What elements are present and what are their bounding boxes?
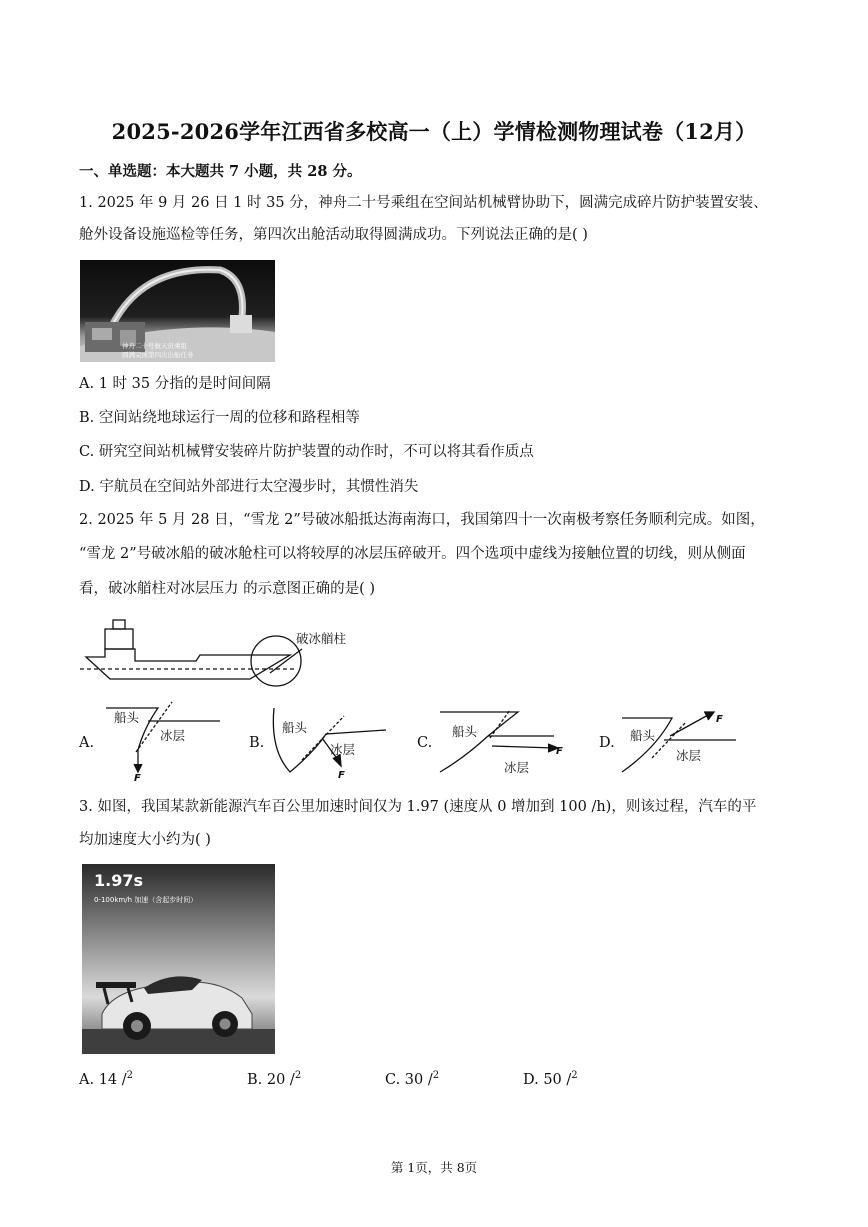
section-heading: 一、单选题：本大题共 7 小题，共 28 分。	[79, 163, 362, 180]
q3-option-a: A. 14 /$^2$	[79, 1070, 134, 1088]
q1-option-a: A. 1 时 35 分指的是时间间隔	[79, 376, 271, 392]
q2a-ice-label: 冰层	[160, 728, 186, 743]
q2c-force-label: F	[556, 746, 563, 757]
q2d-bow-label: 船头	[630, 728, 656, 743]
q3-photo-subtitle: 0-100km/h 加速（含起步时间）	[94, 896, 198, 904]
q2-option-b-letter: B.	[249, 735, 265, 751]
q1-option-d: D. 宇航员在空间站外部进行太空漫步时，其惯性消失	[79, 479, 419, 495]
q2d-ice-label: 冰层	[676, 748, 702, 763]
q2-ship-diagram	[80, 615, 380, 695]
q1-photo-caption-2: 圆满完成第四次出舱任务	[122, 351, 194, 359]
q1-photo-caption-1: 神舟二十号航天员乘组	[122, 342, 187, 350]
q2b-force-label: F	[338, 770, 345, 781]
q2-option-a-diagram	[98, 700, 228, 782]
page-footer: 第 1页，共 8页	[390, 1160, 478, 1175]
q3-option-b: B. 20 /$^2$	[247, 1070, 302, 1088]
q1-stem-line2: 舱外设备设施巡检等任务，第四次出舱活动取得圆满成功。下列说法正确的是( )	[79, 227, 588, 243]
q2c-bow-label: 船头	[452, 724, 478, 739]
q3-option-c: C. 30 /$^2$	[385, 1070, 440, 1088]
q1-option-c: C. 研究空间站机械臂安装碎片防护装置的动作时，不可以将其看作质点	[79, 444, 534, 460]
q1-option-b: B. 空间站绕地球运行一周的位移和路程相等	[79, 410, 360, 426]
q2-stem-line2: “雪龙 2”号破冰船的破冰舱柱可以将较厚的冰层压碎破开。四个选项中虚线为接触位置的切线，则从侧面	[79, 546, 746, 562]
q2-option-a-letter: A.	[79, 735, 95, 751]
q2a-bow-label: 船头	[114, 710, 140, 725]
page-title: 2025-2026学年江西省多校高一（上）学情检测物理试卷（12月）	[111, 119, 757, 144]
q2-ship-label: 破冰艏柱	[296, 631, 347, 646]
q1-stem-line1: 1. 2025 年 9 月 26 日 1 时 35 分，神舟二十号乘组在空间站机械臂协助下，圆满完成碎片防护装置安装、	[79, 195, 768, 211]
q2-option-c-diagram	[434, 700, 574, 782]
q2-option-d-letter: D.	[599, 735, 615, 751]
q3-stem-line2: 均加速度大小约为( )	[79, 832, 211, 848]
q2-option-b-diagram	[266, 700, 396, 782]
q2-stem-line3: 看，破冰艏柱对冰层压力 的示意图正确的是( )	[79, 581, 376, 597]
q2-stem-line1: 2. 2025 年 5 月 28 日，“雪龙 2”号破冰船抵达海南海口，我国第四十一次南极考察任务顺利完成。如图，	[79, 512, 765, 528]
q2a-force-label: F	[134, 773, 141, 782]
q3-option-d: D. 50 /$^2$	[523, 1070, 578, 1088]
q3-photo-time: 1.97s	[94, 871, 143, 890]
q2c-ice-label: 冰层	[504, 760, 530, 775]
q2d-force-label: F	[716, 714, 723, 725]
q2-option-c-letter: C.	[417, 735, 433, 751]
q2b-ice-label: 冰层	[330, 742, 356, 757]
q1-space-station-photo	[80, 260, 275, 362]
q3-stem-line1: 3. 如图，我国某款新能源汽车百公里加速时间仅为 1.97 (速度从 0 增加到 100 /h)，则该过程，汽车的平	[79, 799, 757, 815]
q2b-bow-label: 船头	[282, 720, 308, 735]
q3-car-photo	[82, 864, 275, 1054]
q2-option-d-diagram	[616, 700, 746, 782]
